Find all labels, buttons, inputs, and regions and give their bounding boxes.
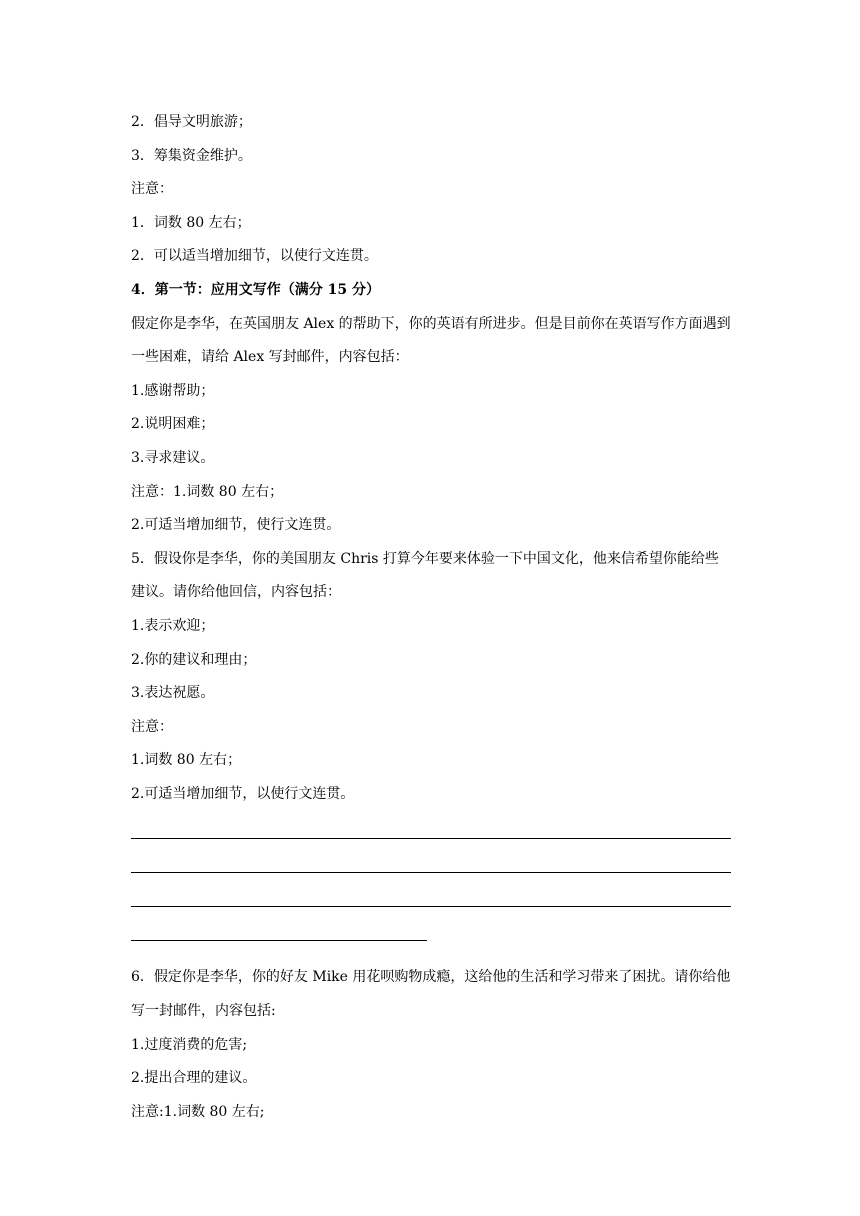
question-5-item: 1.表示欢迎； [131, 617, 215, 634]
text-line: 2．倡导文明旅游； [131, 114, 252, 130]
text-line: 注意： [131, 181, 173, 198]
answer-line [131, 885, 731, 919]
answer-line [131, 817, 731, 851]
question-5-item: 2.可适当增加细节，以使行文连贯。 [131, 785, 355, 802]
question-6-item: 2.提出合理的建议。 [131, 1070, 257, 1087]
question-5 [131, 543, 731, 812]
question-6-prompt: 6．假定你是李华，你的好友 Mike 用花呗购物成瘾，这给他的生活和学习带来了困扰。请你给他写一封邮件，内容包括: [131, 969, 731, 1020]
question-5-prompt: 5．假设你是李华，你的美国朋友 Chris 打算今年要来体验一下中国文化，他来信希望你能给些建议。请你给他回信，内容包括： [131, 550, 719, 601]
question-5-item: 注意： [131, 718, 173, 735]
question-4-item: 3.寻求建议。 [131, 449, 215, 466]
text-line: 3．筹集资金维护。 [131, 147, 252, 164]
question-4-title: 4．第一节：应用文写作（满分 15 分） [131, 281, 380, 298]
answer-line [131, 919, 731, 953]
question-4-item: 2.可适当增加细节，使行文连贯。 [131, 517, 341, 534]
question-5-item: 3.表达祝愿。 [131, 685, 215, 702]
document-page [131, 106, 731, 1129]
question-6 [131, 961, 731, 1129]
question-6-item: 注意:1.词数 80 左右; [131, 1103, 265, 1120]
answer-lines [131, 817, 731, 953]
question-5-item: 2.你的建议和理由； [131, 651, 257, 668]
question-4-prompt: 假定你是李华，在英国朋友 Alex 的帮助下，你的英语有所进步。但是目前你在英语写作方面遇到一些困难，请给 Alex 写封邮件，内容包括： [131, 315, 731, 366]
question-4-item: 注意：1.词数 80 左右； [131, 483, 284, 500]
text-line: 1．词数 80 左右； [131, 214, 251, 231]
question-4-item: 1.感谢帮助； [131, 382, 215, 399]
question-4-item: 2.说明困难； [131, 416, 215, 433]
answer-line [131, 851, 731, 885]
question-6-item: 1.过度消费的危害; [131, 1036, 248, 1053]
question-4 [131, 274, 731, 543]
question-5-item: 1.词数 80 左右； [131, 752, 242, 769]
text-line: 2．可以适当增加细节，以使行文连贯。 [131, 248, 378, 265]
previous-question-tail [131, 106, 731, 274]
